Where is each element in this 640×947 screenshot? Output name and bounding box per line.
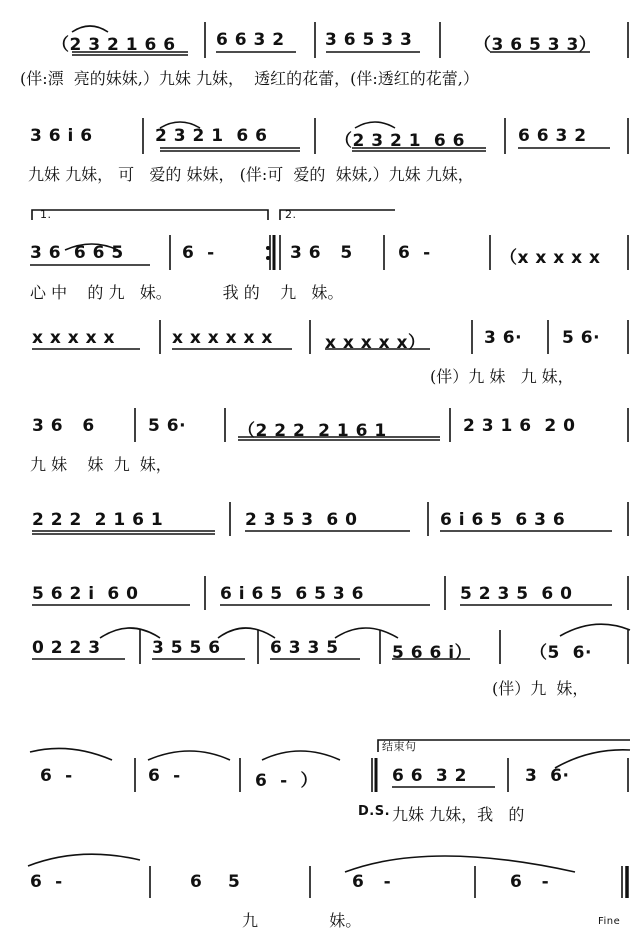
volta-1-label: 1. xyxy=(40,208,52,221)
note-group: （x x x x x xyxy=(500,248,601,268)
note-group: x x x x x x xyxy=(172,328,273,348)
note-group: 6 6 3 2 xyxy=(518,126,587,146)
note-group: 6 i 6 5 6 3 6 xyxy=(440,510,566,530)
note-group: 3 6 6 xyxy=(32,416,95,436)
note-group: 6 i 6 5 6 5 3 6 xyxy=(220,584,364,604)
note-group: x x x x x） xyxy=(325,333,426,353)
lyric-line: 心 中 的 九 妹。 我 的 九 妹。 xyxy=(30,283,344,302)
note-group: （2 2 2 2 1 6 1 xyxy=(238,421,387,441)
note-group: 5 6· xyxy=(148,416,187,436)
lyric-line: 九妹 九妹， 可 爱的 妹妹， (伴:可 爱的 妹妹,）九妹 九妹， xyxy=(28,165,474,184)
note-group: 3 6· xyxy=(484,328,523,348)
note-group: 6 - xyxy=(398,243,431,263)
lyric-line: 九 妹 妹 九 妹， xyxy=(30,455,172,474)
note-group: 0 2 2 3 xyxy=(32,638,101,658)
note-group: 3 5 5 6 xyxy=(152,638,221,658)
note-group: 6 - ） xyxy=(255,771,319,791)
note-group: 6 - xyxy=(510,872,550,892)
fine-marking: Fine xyxy=(598,916,621,927)
note-group: x x x x x xyxy=(32,328,116,348)
note-group: 6 - xyxy=(148,766,181,786)
lyric-line: (伴:漂 亮的妹妹,）九妹 九妹， 透红的花蕾，(伴:透红的花蕾,） xyxy=(20,69,479,88)
note-group: 2 3 5 3 6 0 xyxy=(245,510,358,530)
note-group: 6 - xyxy=(30,872,63,892)
volta-2-label: 2. xyxy=(285,208,297,221)
note-group: 6 - xyxy=(352,872,392,892)
note-group: （2 3 2 1 6 6 xyxy=(52,35,176,55)
note-group: 6 6 3 2 xyxy=(392,766,467,786)
note-group: 5 6 2 i 6 0 xyxy=(32,584,139,604)
note-group: （3 6 5 3 3） xyxy=(474,35,597,55)
note-group: 2 3 1 6 2 0 xyxy=(463,416,576,436)
note-group: 6 3 3 5 xyxy=(270,638,339,658)
note-group: 6 - xyxy=(182,243,215,263)
note-group: （2 3 2 1 6 6 xyxy=(335,131,465,151)
lyric-line: 九 妹。 xyxy=(242,911,362,930)
note-group: 3 6 5 xyxy=(290,243,353,263)
note-group: 5 6 6 i） xyxy=(392,643,473,663)
note-group: 5 6· xyxy=(562,328,601,348)
note-group: （5 6· xyxy=(530,643,592,663)
ds-marking: D.S. xyxy=(358,804,391,819)
lyric-line: (伴）九 妹 九 妹， xyxy=(430,367,574,386)
note-group: 2 2 2 2 1 6 1 xyxy=(32,510,164,530)
note-group: 3 6 5 3 3 xyxy=(325,30,413,50)
note-group: 3 6 i 6 xyxy=(30,126,93,146)
note-group: 5 2 3 5 6 0 xyxy=(460,584,573,604)
note-group: 2 3 2 1 6 6 xyxy=(155,126,268,146)
note-group: 6 5 xyxy=(190,872,241,892)
lyric-line: 九妹 九妹，我 的 xyxy=(392,805,525,824)
note-group: 6 - xyxy=(40,766,73,786)
note-group: 6 6 3 2 xyxy=(216,30,285,50)
lyric-line: (伴）九 妹， xyxy=(492,679,589,698)
note-group: 3 6· xyxy=(525,766,570,786)
coda-label: 结束句 xyxy=(382,740,417,753)
note-group: 3 6 6 6 5 xyxy=(30,243,124,263)
